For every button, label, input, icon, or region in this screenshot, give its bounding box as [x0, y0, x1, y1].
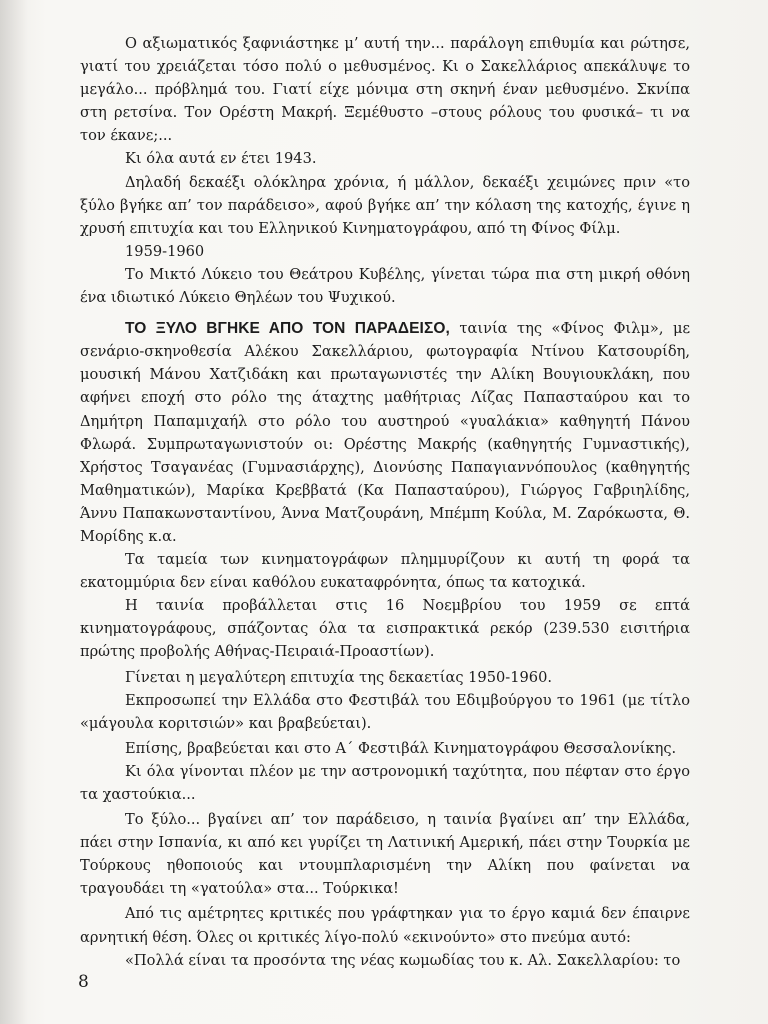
- paragraph: Το Μικτό Λύκειο του Θεάτρου Κυβέλης, γίνεται τώρα πια στη μικρή οθόνη ένα ιδιωτικό Λύκειο Θηλέων του Ψυχικού.: [80, 265, 690, 307]
- paragraph: Επίσης, βραβεύεται και στο Α΄ Φεστιβάλ Κινηματογράφου Θεσσαλονίκης.: [125, 739, 677, 757]
- spine-shadow: [0, 0, 28, 1024]
- paragraph: Κι όλα αυτά εν έτει 1943.: [125, 150, 317, 168]
- paragraph: Δηλαδή δεκαέξι ολόκληρα χρόνια, ή μάλλον, δεκαέξι χειμώνες πριν «το ξύλο βγήκε απ’ τον παράδεισο», αφού βγήκε απ’ την κόλαση της κατοχής, έγινε η χρυσή επιτυχία και του Ελληνικού Κινηματογράφου, από τη Φίνος Φίλμ.: [80, 173, 690, 237]
- paragraph: Τα ταμεία των κινηματογράφων πλημμυρίζουν κι αυτή τη φορά τα εκατομμύρια δεν είναι καθόλου ευκαταφρόνητα, όπως τα κατοχικά.: [80, 551, 690, 592]
- paragraph: Το ξύλο... βγαίνει απ’ τον παράδεισο, η ταινία βγαίνει απ’ την Ελλάδα, πάει στην Ισπανία, κι από κει γυρίζει τη Λατινική Αμερική, πάει στην Τουρκία με Τούρκους ηθοποιούς και ντουμπλαρισμένη την Αλίκη που φαίνεται να τραγουδάει τη «γατούλα» στα... Τούρκικα!: [80, 811, 690, 898]
- paragraph: Εκπροσωπεί την Ελλάδα στο Φεστιβάλ του Εδιμβούργου το 1961 (με τίτλο «μάγουλα κοριτσιών» και βραβεύεται).: [80, 691, 690, 732]
- paragraph: Κι όλα γίνονται πλέον με την αστρονομική ταχύτητα, που πέφταν στο έργο τα χαστούκια...: [80, 762, 690, 803]
- film-paragraph: [80, 317, 690, 548]
- paragraph: «Πολλά είναι τα προσόντα της νέας κωμωδίας του κ. Αλ. Σακελλαρίου: το: [125, 951, 681, 969]
- paragraph: Γίνεται η μεγαλύτερη επιτυχία της δεκαετίας 1950-1960.: [125, 668, 552, 686]
- paragraph: Η ταινία προβάλλεται στις 16 Νοεμβρίου του 1959 σε επτά κινηματογράφους, σπάζοντας όλα τα εισπρακτικά ρεκόρ (239.530 εισιτήρια πρώτης προβολής Αθήνας-Πειραιά-Προαστίων).: [80, 597, 690, 661]
- page-text: [80, 32, 690, 972]
- paragraph: Ο αξιωματικός ξαφνιάστηκε μ’ αυτή την... παράλογη επιθυμία και ρώτησε, γιατί του χρειάζεται τόσο πολύ ο μεθυσμένος. Κι ο Σακελλάριος απεκάλυψε το μεγάλο... πρόβλημά του. Γιατί είχε μόνιμα στη σκηνή έναν μεθυσμένο. Σκνίπα στη ρετσίνα. Τον Ορέστη Μακρή. Ξεμέθυστο –στους ρόλους του φυσικά– τι να τον έκανε;...: [80, 35, 690, 145]
- page-number: 8: [78, 972, 89, 992]
- film-description: ταινία της «Φίνος Φιλμ», με σενάριο-σκηνοθεσία Αλέκου Σακελλάριου, φωτογραφία Ντίνου Κατσουρίδη, μουσική Μάνου Χατζιδάκη και πρωταγωνιστές την Αλίκη Βουγιουκλάκη, που αφήνει εποχή στο ρόλο της άταχτης μαθήτριας Λίζας Παπασταύρου και το Δημήτρη Παπαμιχαήλ στο ρόλο του αυστηρού «γυαλάκια» καθηγητή Πάνου Φλωρά. Συμπρωταγωνιστούν οι: Ορέστης Μακρής (καθηγητής Γυμναστικής), Χρήστος Τσαγανέας (Γυμνασιάρχης), Διονύσης Παπαγιαννόπουλος (καθηγητής Μαθηματικών), Μαρίκα Κρεββατά (Κα Παπασταύρου), Γιώργος Γαβριηλίδης, Άννυ Παπακωνσταντίνου, Άννα Ματζουράνη, Μπέμπη Κούλα, Μ. Ζαρόκωστα, Θ. Μορίδης κ.α.: [80, 320, 691, 545]
- paragraph: Από τις αμέτρητες κριτικές που γράφτηκαν για το έργο καμιά δεν έπαιρνε αρνητική θέση. Όλες οι κριτικές λίγο-πολύ «εκινούντο» στο πνεύμα αυτό:: [80, 905, 690, 946]
- film-title: ΤΟ ΞΥΛΟ ΒΓΗΚΕ ΑΠΟ ΤΟΝ ΠΑΡΑΔΕΙΣΟ,: [125, 320, 450, 338]
- paragraph: 1959-1960: [125, 242, 205, 260]
